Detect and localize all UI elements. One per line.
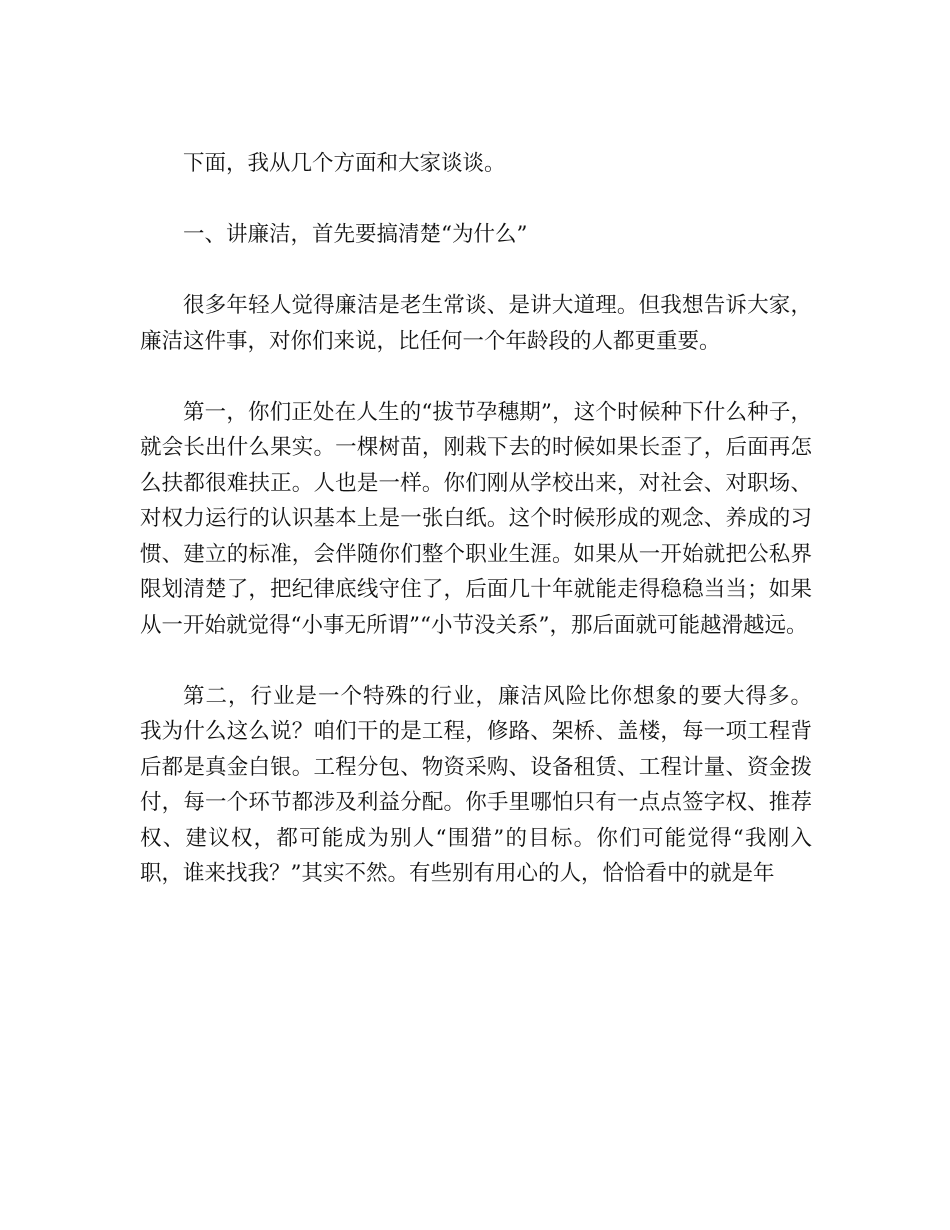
paragraph: 第一，你们正处在人生的“拔节孕穗期”，这个时候种下什么种子，就会长出什么果实。一棵树苗，刚栽下去的时候如果长歪了，后面再怎么扶都很难扶正。人也是一样。你们刚从学校出来，对社会、对职场、对权力运行的认识基本上是一张白纸。这个时候形成的观念、养成的习惯、建立的标准，会伴随你们整个职业生涯。如果从一开始就把公私界限划清楚了，把纪律底线守住了，后面几十年就能走得稳稳当当；如果从一开始就觉得“小事无所谓”“小节没关系”，那后面就可能越滑越远。 <box>140 399 812 638</box>
document-body <box>140 146 812 892</box>
paragraph: 第二，行业是一个特殊的行业，廉洁风险比你想象的要大得多。 我为什么这么说？咱们干的是工程，修路、架桥、盖楼，每一项工程背后都是真金白银。工程分包、物资采购、设备租赁、工程计量、资金拨付，每一个环节都涉及利益分配。你手里哪怕只有一点点签字权、推荐权、建议权，都可能成为别人“围猎”的目标。你们可能觉得“我刚入职，谁来找我？”其实不然。有些别有用心的人，恰恰看中的就是年 <box>140 683 812 886</box>
paragraph: 很多年轻人觉得廉洁是老生常谈、是讲大道理。但我想告诉大家，廉洁这件事，对你们来说，比任何一个年龄段的人都更重要。 <box>140 293 812 354</box>
section-heading: 一、讲廉洁，首先要搞清楚“为什么” <box>183 222 528 247</box>
paragraph-intro: 下面，我从几个方面和大家谈谈。 <box>183 151 506 176</box>
